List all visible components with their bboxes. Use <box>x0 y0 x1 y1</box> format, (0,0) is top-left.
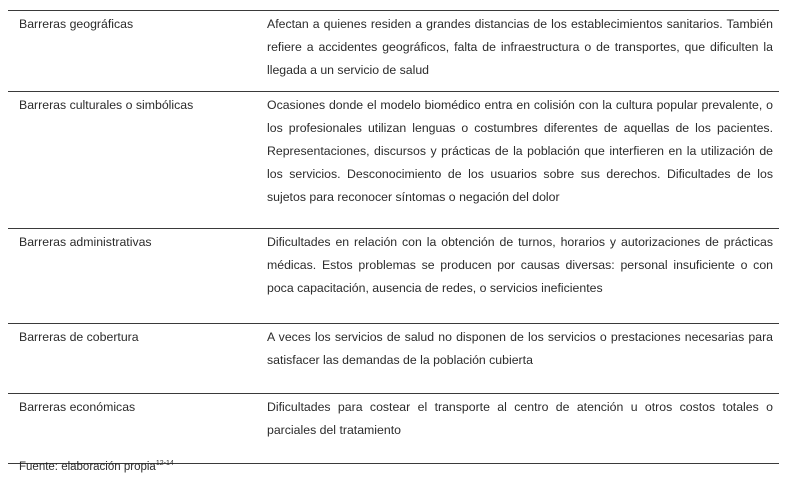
table-source-note <box>19 460 174 473</box>
barriers-table <box>8 10 779 464</box>
barrier-description: A veces los servicios de salud no disponen de los servicios o prestaciones necesarias para satisfacer las demandas de la población cubierta <box>267 330 773 367</box>
barrier-description: Dificultades en relación con la obtención de turnos, horarios y autorizaciones de prácticas médicas. Estos problemas se producen por causas diversas: personal insuficiente o con poca capacitación, ausencia de redes, o servicios ineficientes <box>267 235 773 295</box>
table-row <box>8 394 779 464</box>
barrier-term: Barreras culturales o simbólicas <box>19 98 194 112</box>
barrier-term: Barreras geográficas <box>19 17 134 31</box>
barrier-term: Barreras económicas <box>19 400 136 414</box>
table-row <box>8 92 779 229</box>
source-text: Fuente: elaboración propia <box>19 461 156 473</box>
table-row <box>8 229 779 324</box>
barrier-term: Barreras administrativas <box>19 235 152 249</box>
barrier-description: Dificultades para costear el transporte al centro de atención u otros costos totales o parciales del tratamiento <box>267 400 773 437</box>
barrier-description: Afectan a quienes residen a grandes distancias de los establecimientos sanitarios. También refiere a accidentes geográficos, falta de infraestructura o de transportes, que dificulten la llegada a un servicio de salud <box>267 17 773 77</box>
table-row <box>8 11 779 92</box>
barrier-term: Barreras de cobertura <box>19 330 139 344</box>
source-references: 12-14 <box>155 460 174 467</box>
barrier-description: Ocasiones donde el modelo biomédico entra en colisión con la cultura popular prevalente, o los profesionales utilizan lenguas o costumbres diferentes de aquellas de los pacientes. Representaciones, discursos y prácticas de la población que interfieren en la utilización de los servicios. Desconocimiento de los usuarios sobre sus derechos. Dificultades de los sujetos para reconocer síntomas o negación del dolor <box>267 98 773 204</box>
table-row <box>8 324 779 394</box>
